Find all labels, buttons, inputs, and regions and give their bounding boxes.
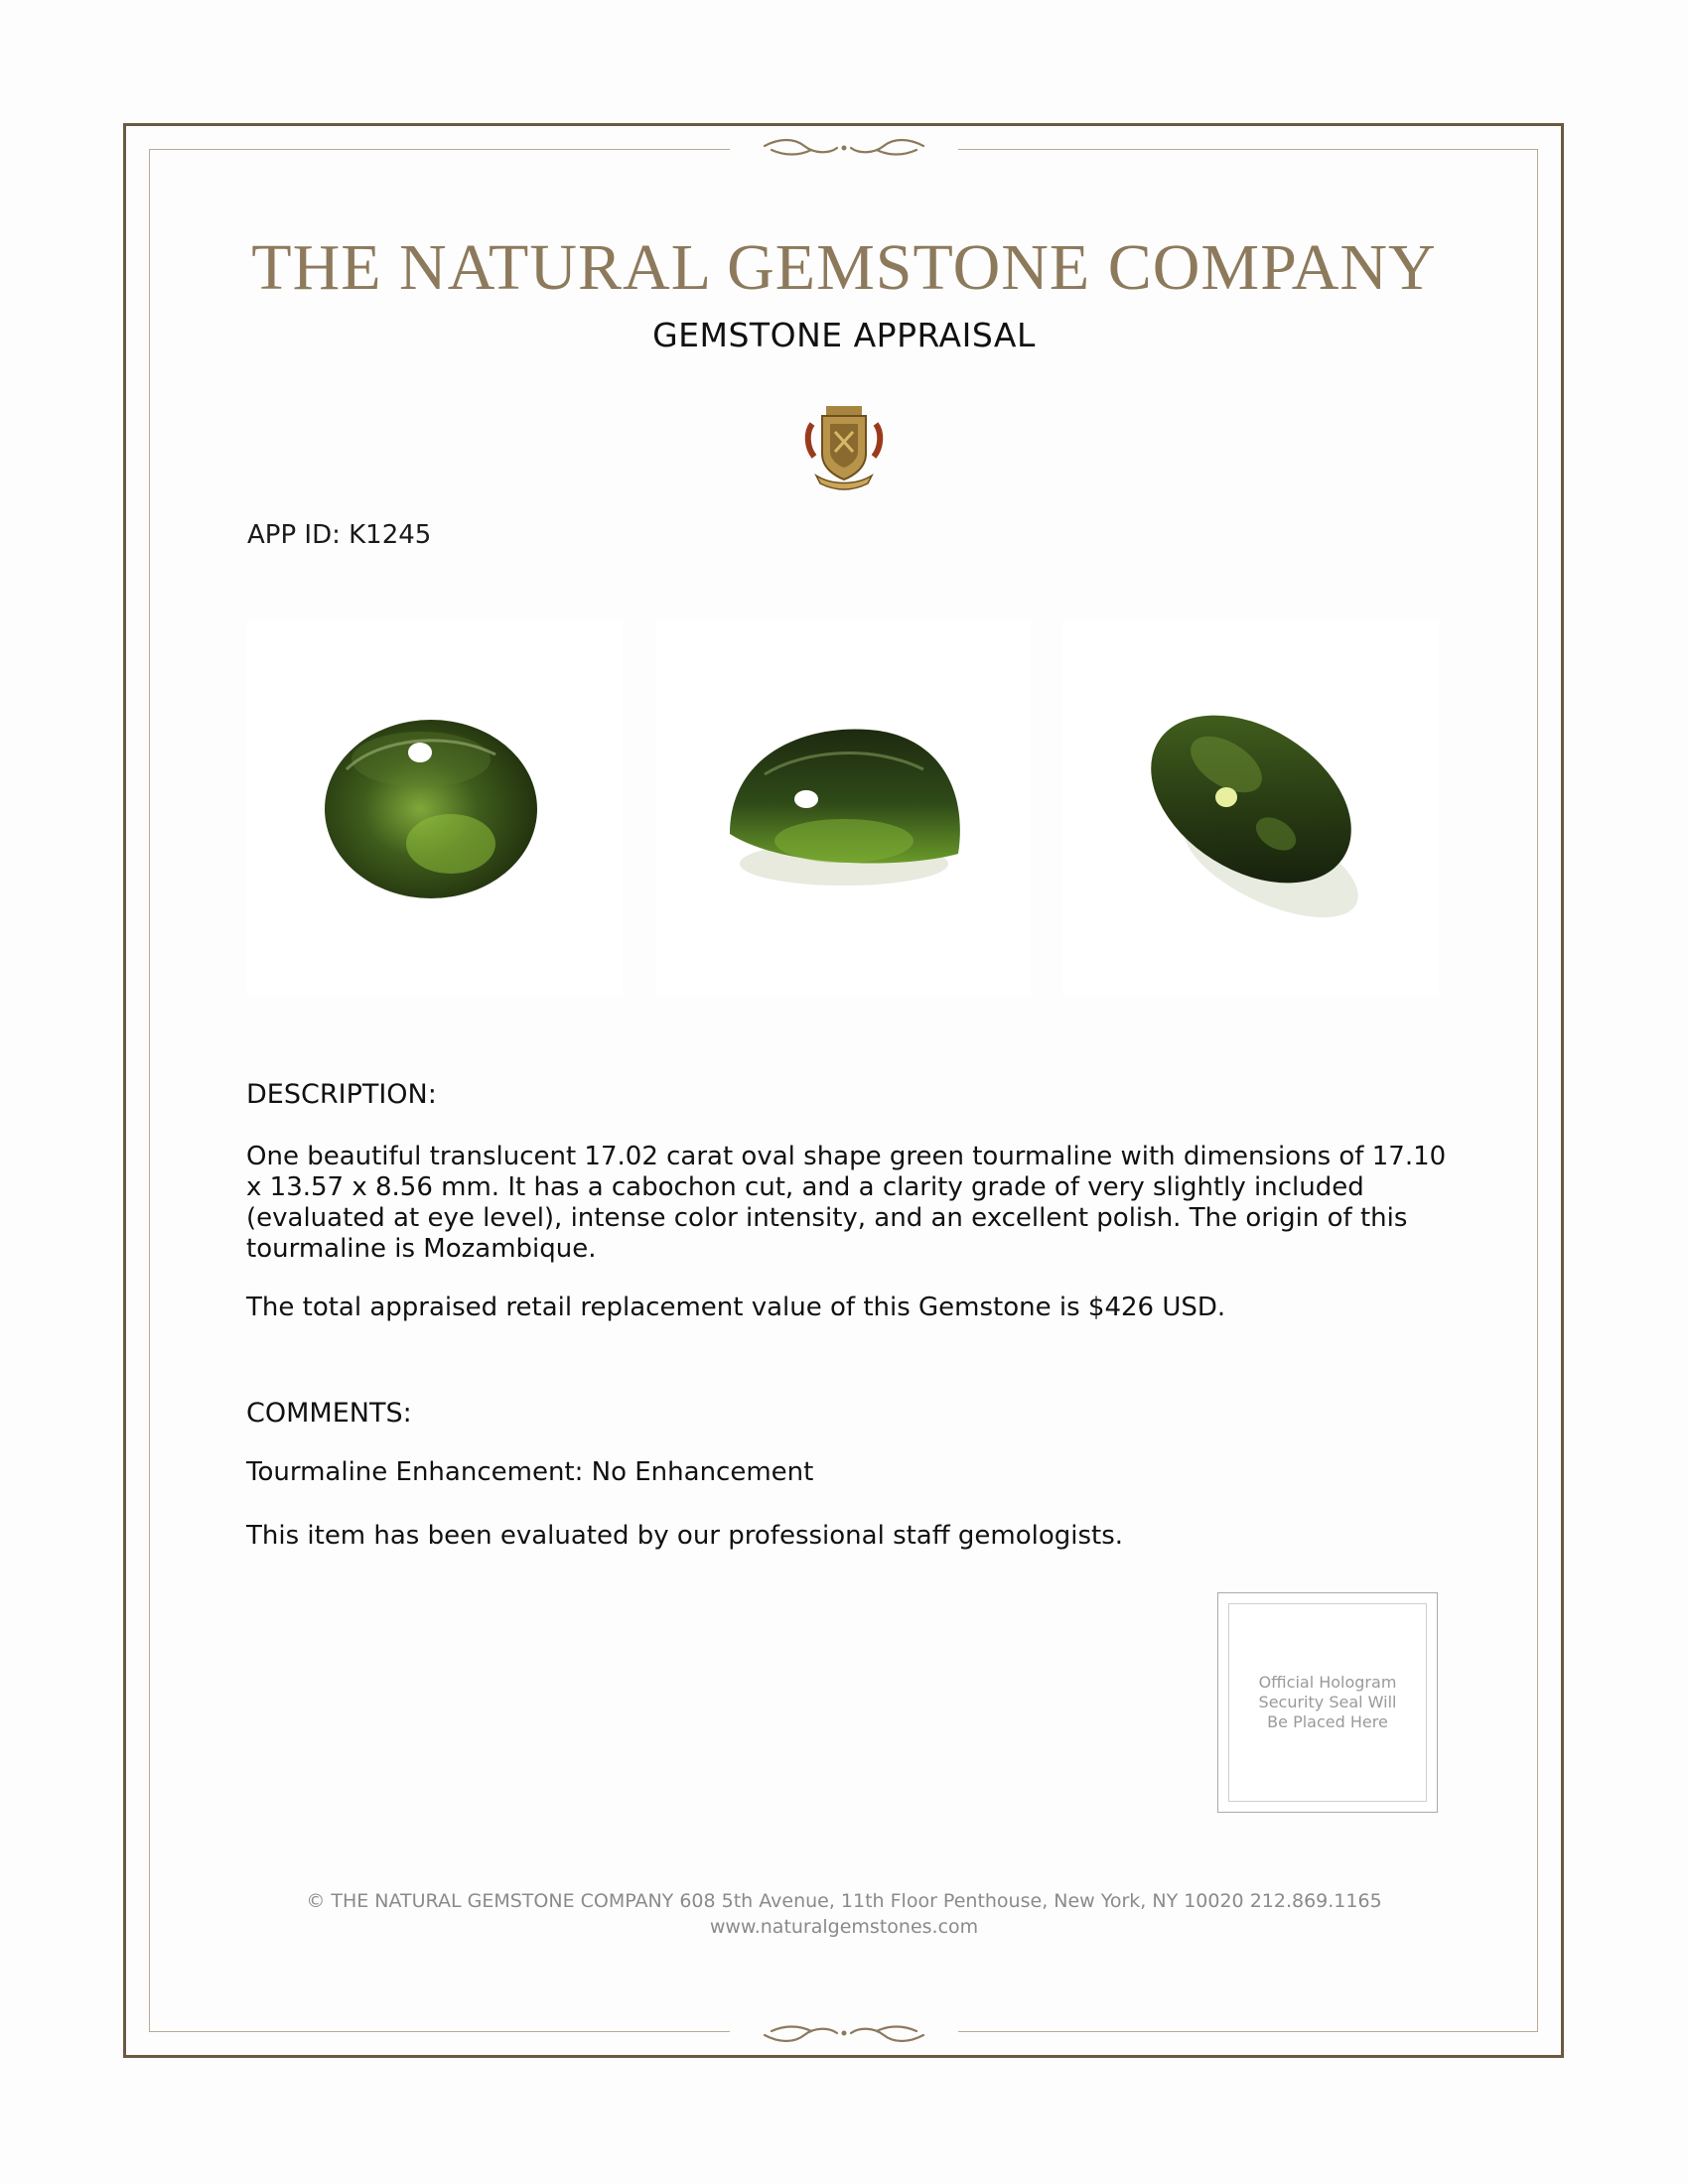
top-ornament-icon: [760, 136, 928, 162]
description-title: DESCRIPTION:: [246, 1079, 437, 1110]
bottom-ornament-icon: [760, 2019, 928, 2045]
gem-photo-side: [655, 620, 1031, 996]
app-id: [247, 520, 431, 550]
evaluation-text: This item has been evaluated by our professional staff gemologists.: [246, 1521, 1124, 1551]
enhancement-text: Tourmaline Enhancement: No Enhancement: [246, 1457, 814, 1487]
company-name: THE NATURAL GEMSTONE COMPANY: [251, 231, 1437, 304]
footer-address: © THE NATURAL GEMSTONE COMPANY 608 5th Avenue, 11th Floor Penthouse, New York, NY 10020 212.869.1165: [306, 1890, 1382, 1912]
comments-title: COMMENTS:: [246, 1398, 412, 1429]
footer-website: www.naturalgemstones.com: [709, 1916, 979, 1938]
company-crest-icon: [802, 402, 886, 491]
app-id-value: K1245: [349, 520, 432, 550]
hologram-seal-placeholder: [1217, 1592, 1438, 1813]
appraised-value-text: The total appraised retail replacement value of this Gemstone is $426 USD.: [246, 1293, 1226, 1322]
seal-text: Official Hologram Security Seal Will Be Placed Here: [1258, 1673, 1397, 1731]
gem-photo-top: [247, 620, 623, 996]
app-id-label: APP ID:: [247, 520, 341, 550]
description-text: One beautiful translucent 17.02 carat oval shape green tourmaline with dimensions of 17.10 x 13.57 x 8.56 mm. It has a cabochon cut, and a clarity grade of very slightly included (evaluated at eye level), intense color intensity, and an excellent polish. The origin of this tourmaline is Mozambique.: [246, 1142, 1447, 1264]
document-type: GEMSTONE APPRAISAL: [652, 316, 1036, 354]
gem-photo-angled: [1062, 620, 1438, 996]
